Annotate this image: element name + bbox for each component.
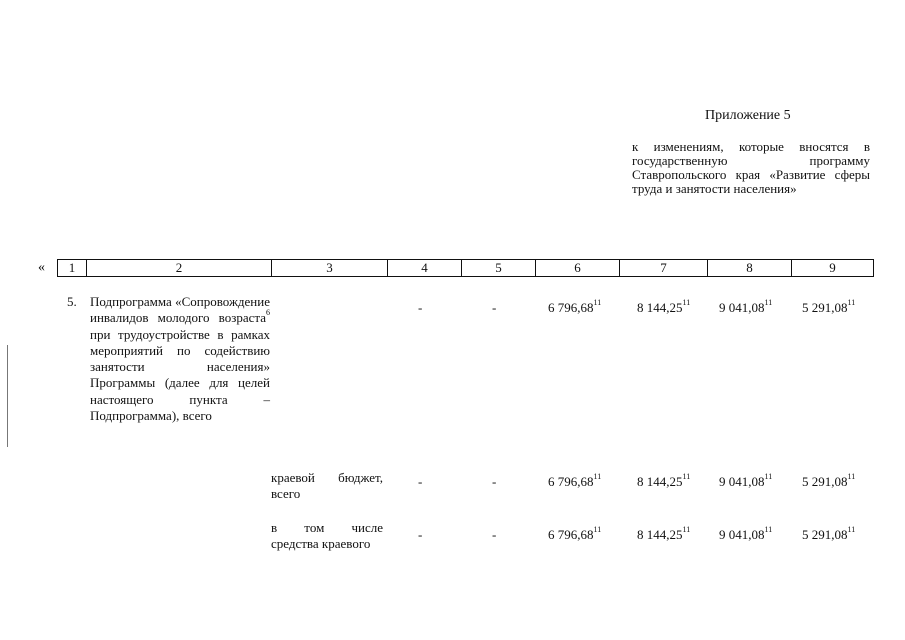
column-number-header	[57, 259, 874, 277]
cell-col9	[802, 527, 855, 543]
value: 6 796,68	[548, 474, 594, 489]
value: 5 291,08	[802, 474, 848, 489]
opening-quote: «	[38, 260, 45, 275]
value: 5 291,08	[802, 300, 848, 315]
footnote-mark: 11	[593, 472, 602, 481]
column-number: 2	[87, 260, 272, 277]
cell-col8	[719, 474, 772, 490]
funding-source: краевой бюджет, всего	[271, 470, 383, 502]
column-number: 1	[58, 260, 87, 277]
cell-col6	[548, 300, 601, 316]
cell-col5: -	[492, 300, 497, 315]
appendix-title: Приложение 5	[705, 108, 791, 123]
footnote-mark: 11	[847, 525, 856, 534]
value: 9 041,08	[719, 300, 765, 315]
footnote-mark: 6	[266, 308, 270, 318]
item-description-part: Подпрограмма «Сопровождение инвалидов молодого возраста	[90, 294, 270, 326]
footnote-mark: 11	[593, 298, 602, 307]
cell-col8	[719, 527, 772, 543]
cell-col9	[802, 474, 855, 490]
cell-col7	[637, 300, 690, 316]
cell-col4: -	[418, 527, 423, 542]
cell-col7	[637, 474, 690, 490]
item-number: 5.	[67, 294, 77, 309]
value: 8 144,25	[637, 300, 683, 315]
appendix-subtitle: к изменениям, которые вносятся в государственную программу Ставропольского края «Развитие сферы труда и занятости населения»	[632, 139, 870, 196]
footnote-mark: 11	[682, 525, 691, 534]
footnote-mark: 11	[764, 525, 773, 534]
footnote-mark: 11	[593, 525, 602, 534]
cell-col5: -	[492, 474, 497, 489]
value: 9 041,08	[719, 474, 765, 489]
column-number: 3	[272, 260, 388, 277]
value: 8 144,25	[637, 474, 683, 489]
value: 6 796,68	[548, 300, 594, 315]
column-number: 4	[388, 260, 462, 277]
item-description	[90, 294, 270, 424]
cell-col6	[548, 474, 601, 490]
column-number: 7	[620, 260, 708, 277]
footnote-mark: 11	[682, 298, 691, 307]
margin-mark	[7, 345, 8, 447]
column-number: 9	[792, 260, 874, 277]
value: 8 144,25	[637, 527, 683, 542]
value: 5 291,08	[802, 527, 848, 542]
cell-col9	[802, 300, 855, 316]
column-number: 6	[536, 260, 620, 277]
column-number: 5	[462, 260, 536, 277]
footnote-mark: 11	[764, 298, 773, 307]
funding-source: в том числе средства краевого	[271, 520, 383, 552]
cell-col5: -	[492, 527, 497, 542]
cell-col8	[719, 300, 772, 316]
item-description-part: при трудоустройстве в рамках мероприятий по содействию занятости населения» Программы (далее для целей настоящего пункта – Подпрограмма), всего	[90, 326, 270, 424]
footnote-mark: 11	[847, 472, 856, 481]
cell-col4: -	[418, 474, 423, 489]
cell-col6	[548, 527, 601, 543]
value: 9 041,08	[719, 527, 765, 542]
value: 6 796,68	[548, 527, 594, 542]
column-number: 8	[708, 260, 792, 277]
footnote-mark: 11	[682, 472, 691, 481]
cell-col7	[637, 527, 690, 543]
footnote-mark: 11	[847, 298, 856, 307]
footnote-mark: 11	[764, 472, 773, 481]
cell-col4: -	[418, 300, 423, 315]
